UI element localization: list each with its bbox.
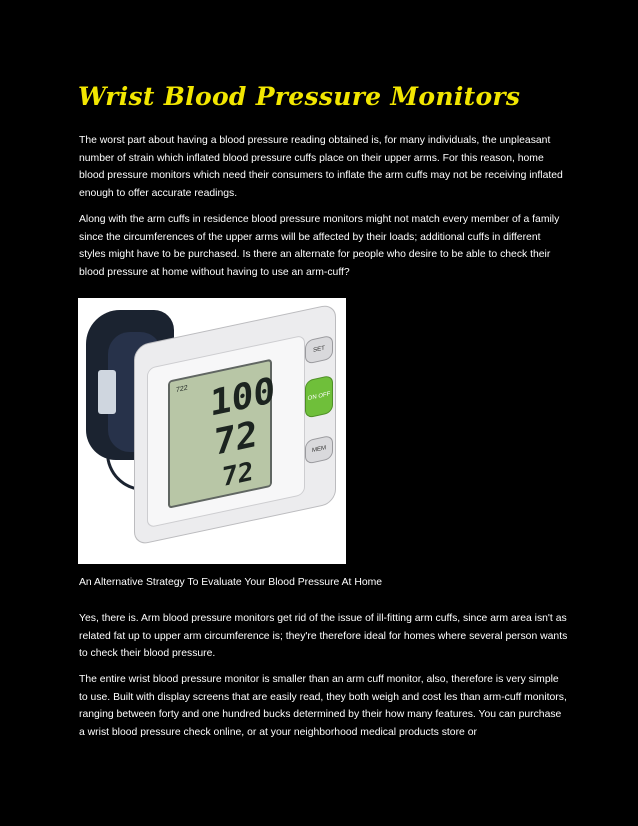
device-face <box>147 335 305 529</box>
page-title: Wrist Blood Pressure Monitors <box>78 82 521 111</box>
lcd-screen <box>168 359 276 509</box>
cuff-tag <box>98 370 116 414</box>
lcd-pul-reading: 72 <box>222 456 254 494</box>
mem-button-graphic: MEM <box>305 435 333 465</box>
paragraph-arm-cuffs: Along with the arm cuffs in residence blood pressure monitors might not match every member of a family since the circumferences of the upper arms will be affected by their loads; additional cuffs in different styles might have to be purchased. Is there an alternate for people who desire to be able to check their blood pressure at home without having to use an arm-cuff? <box>79 214 560 278</box>
set-button-graphic: SET <box>305 335 333 365</box>
lcd-top-reading: 722 <box>176 384 188 395</box>
section-heading: An Alternative Strategy To Evaluate Your Blood Pressure At Home <box>79 577 383 588</box>
lcd-sys-reading: 100 <box>210 370 276 425</box>
paragraph-intro: The worst part about having a blood pressure reading obtained is, for many individuals, the unpleasant number of strain which inflated blood pressure cuffs place on their upper arms. For this reason, home blood pressure monitors which need their consumers to inflate the arm cuffs may not be receiving inflated enough to offer accurate readings. <box>79 135 563 199</box>
lcd-dia-reading: 72 <box>214 413 258 464</box>
paragraph-yes-there-is: Yes, there is. Arm blood pressure monitors get rid of the issue of ill-fitting arm cuffs, since arm area isn't as related fat up to upper arm circumference is; they're therefore ideal for homes where several person wants to check their blood pressure. <box>79 613 568 660</box>
monitor-device-graphic <box>134 303 336 546</box>
power-button-graphic: ON OFF <box>305 375 333 419</box>
device-button-panel <box>305 335 331 491</box>
paragraph-wrist-monitor: The entire wrist blood pressure monitor is smaller than an arm cuff monitor, also, therefore is very simple to use. Built with display screens that are easily read, they both weigh and cost les than arm-cuff monitors, ranging between forty and one hundred bucks determined by their how many features. You can purchase a wrist blood pressure check online, or at your neighborhood medical products store or <box>79 674 567 738</box>
blood-pressure-monitor-image <box>78 298 346 564</box>
